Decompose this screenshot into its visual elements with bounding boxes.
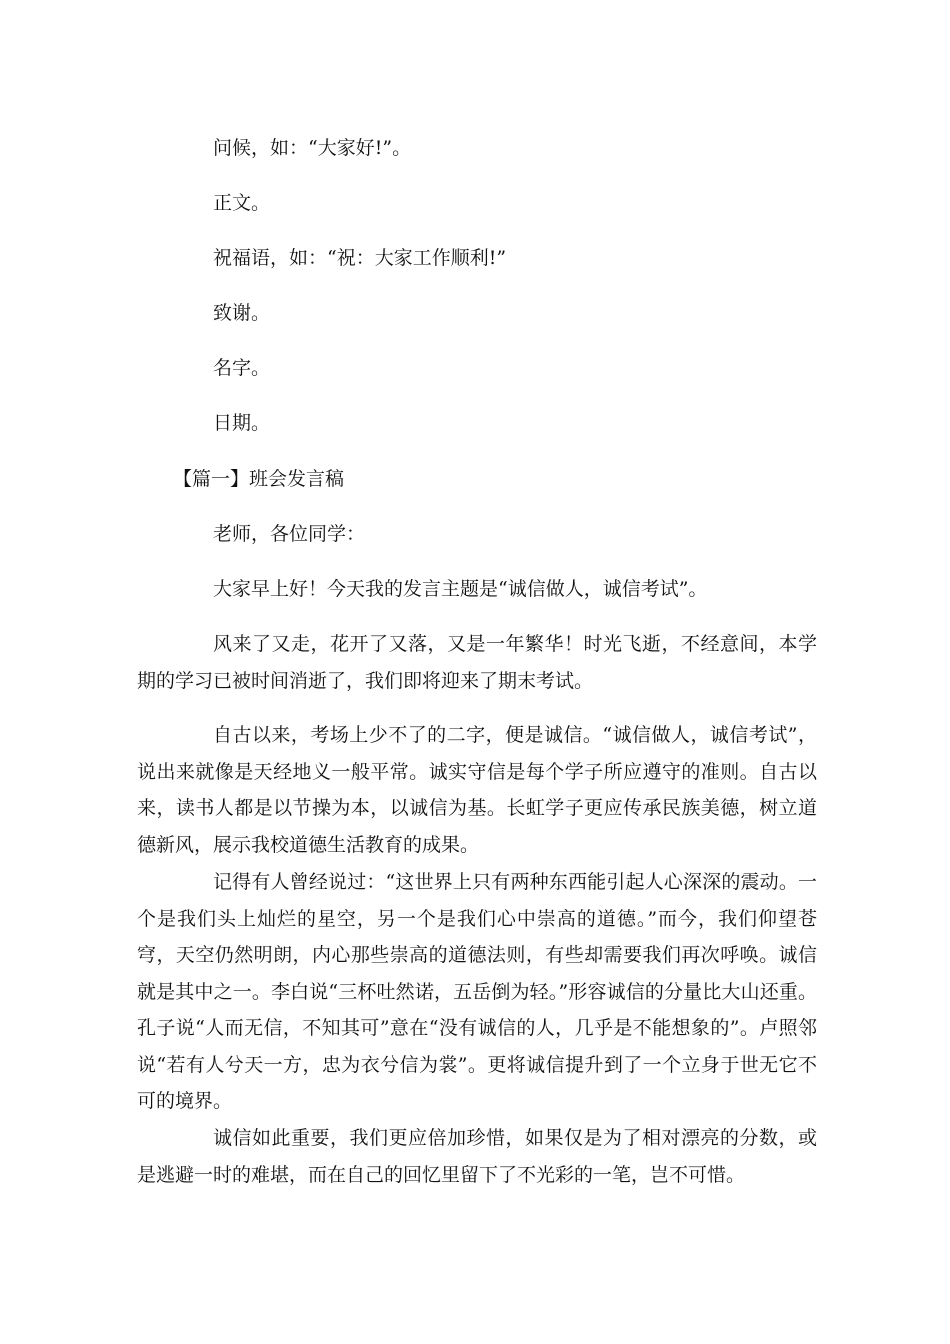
paragraph-2: 自古以来，考场上少不了的二字，便是诚信。“诚信做人，诚信考试”，说出来就像是天经地义一般平常。诚实守信是每个学子所应遵守的准则。自古以来，读书人都是以节操为本，以诚信为基。长虹学子更应传承民族美德，树立道德新风，展示我校道德生活教育的成果。 [137,724,817,856]
paragraph-1: 风来了又走，花开了又落，又是一年繁华！时光飞逝，不经意间，本学期的学习已被时间消逝了，我们即将迎来了期末考试。 [137,633,817,692]
intro-item-greeting: 问候，如：“大家好!”。 [213,137,412,159]
paragraph-4: 诚信如此重要，我们更应倍加珍惜，如果仅是为了相对漂亮的分数，或是逃避一时的难堪，而在自己的回忆里留下了不光彩的一笔，岂不可惜。 [137,1127,817,1186]
intro-item-thanks: 致谢。 [213,302,271,324]
intro-item-date: 日期。 [213,412,271,434]
section-heading: 【篇一】班会发言稿 [173,468,345,490]
opening-line: 大家早上好！今天我的发言主题是“诚信做人，诚信考试”。 [213,578,708,600]
intro-item-body: 正文。 [213,192,271,214]
intro-item-blessing: 祝福语，如：“祝：大家工作顺利!” [213,247,507,269]
intro-item-name: 名字。 [213,357,271,379]
paragraph-3: 记得有人曾经说过：“这世界上只有两种东西能引起人心深深的震动。一个是我们头上灿烂的星空，另一个是我们心中崇高的道德。”而今，我们仰望苍穹，天空仍然明朗，内心那些崇高的道德法则，有些却需要我们再次呼唤。诚信就是其中之一。李白说“三杯吐然诺，五岳倒为轻。”形容诚信的分量比大山还重。孔子说“人而无信，不知其可”意在“没有诚信的人，几乎是不能想象的”。卢照邻说“若有人兮天一方，忠为衣兮信为裳”。更将诚信提升到了一个立身于世无它不可的境界。 [137,871,817,1112]
salutation: 老师，各位同学： [213,523,366,545]
